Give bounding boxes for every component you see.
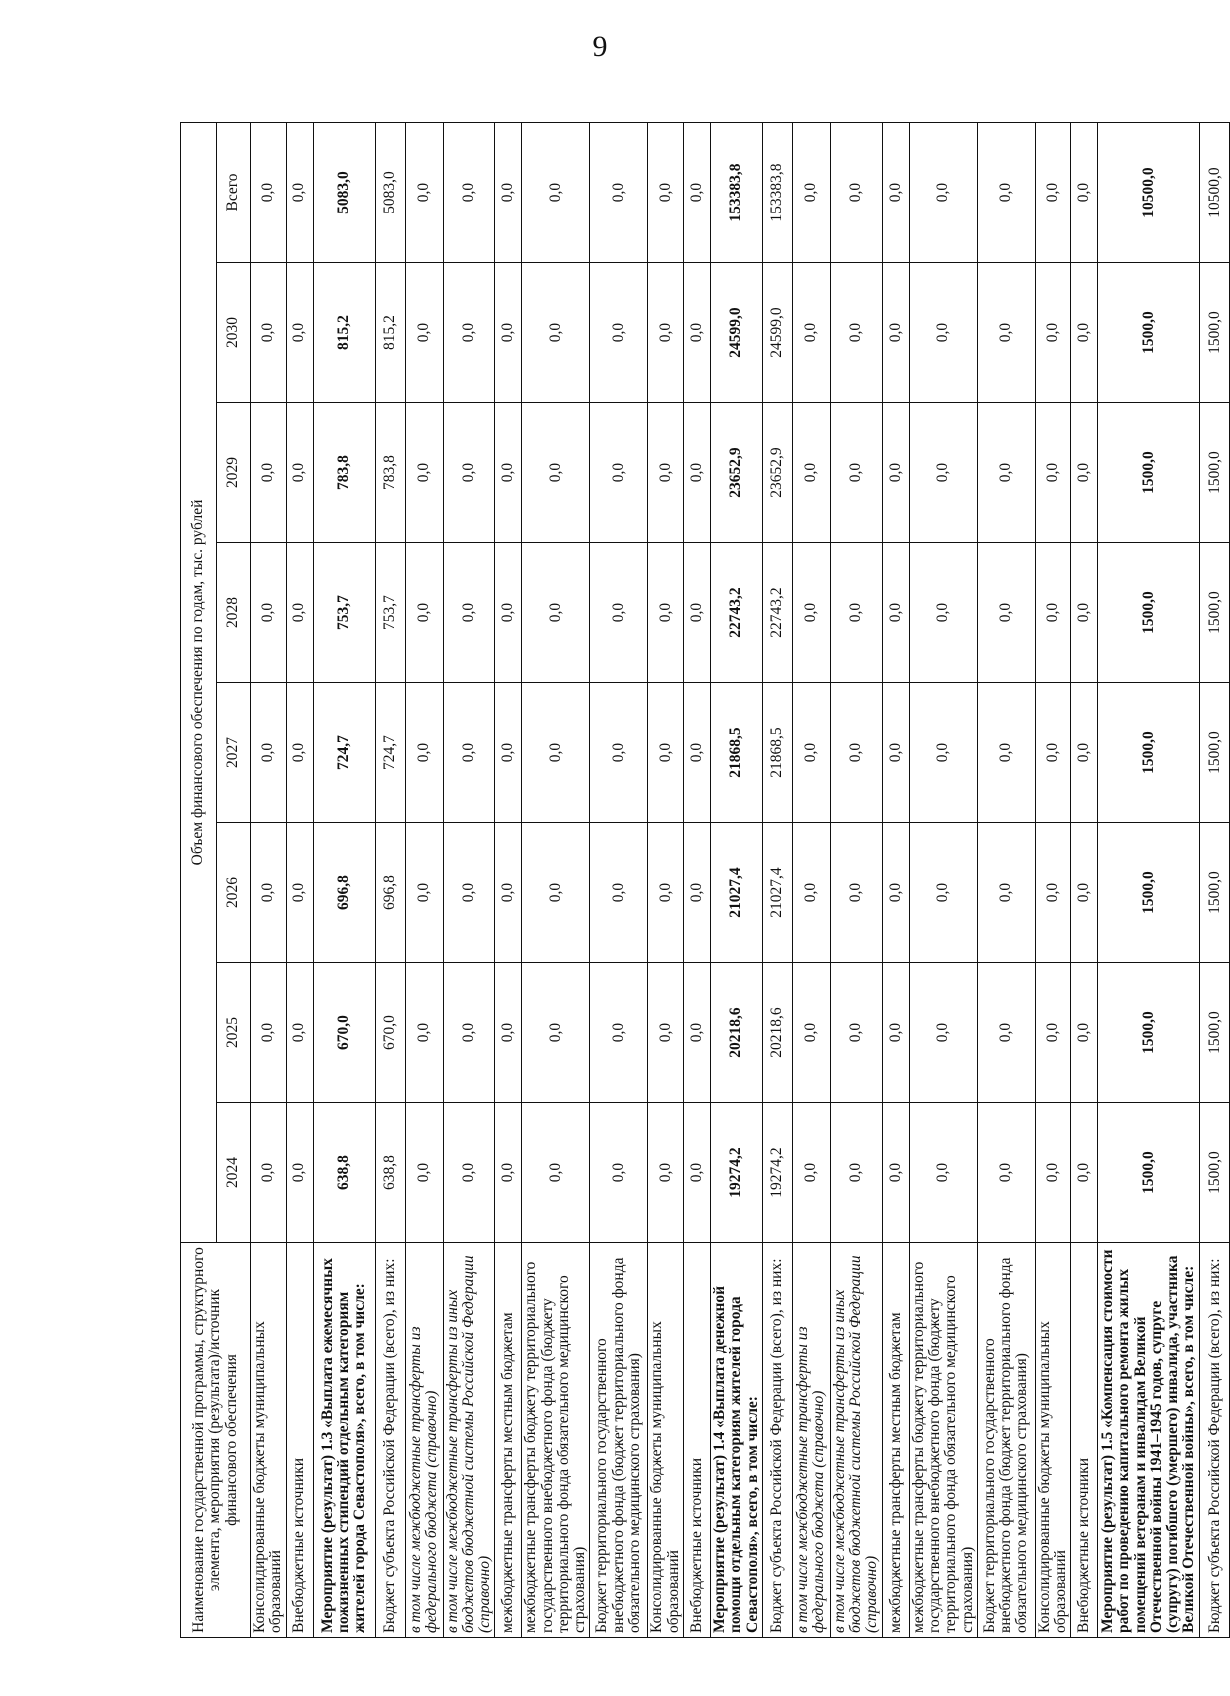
row-year-value: 0,0 <box>286 403 313 543</box>
row-year-value: 0,0 <box>522 823 590 963</box>
row-year-value: 0,0 <box>648 543 684 683</box>
row-total-value: 0,0 <box>590 123 648 263</box>
table-row <box>830 123 882 1638</box>
row-total-value: 10500,0 <box>1098 123 1200 263</box>
row-year-value: 0,0 <box>977 823 1035 963</box>
row-total-value: 0,0 <box>683 123 710 263</box>
row-name-text: межбюджетные трансферты местным бюджетам <box>499 1312 517 1633</box>
row-year-value: 0,0 <box>830 823 882 963</box>
row-total-value: 10500,0 <box>1200 123 1230 263</box>
row-total-value: 0,0 <box>909 123 977 263</box>
row-year-value: 0,0 <box>590 543 648 683</box>
row-name-text: Внебюджетные источники <box>687 1457 705 1633</box>
row-year-value: 0,0 <box>1035 403 1071 543</box>
row-year-value: 0,0 <box>251 683 287 823</box>
row-year-value: 0,0 <box>1035 823 1071 963</box>
row-total-value: 0,0 <box>1071 123 1098 263</box>
row-total-value: 153383,8 <box>710 123 762 263</box>
row-total-value: 0,0 <box>495 123 522 263</box>
row-year-value: 0,0 <box>683 963 710 1103</box>
row-name <box>792 1243 830 1638</box>
row-name <box>1098 1243 1200 1638</box>
row-year-value: 21868,5 <box>710 683 762 823</box>
financing-table-rotated <box>180 123 1223 1638</box>
row-year-value: 0,0 <box>882 823 909 963</box>
row-year-value: 0,0 <box>286 1103 313 1243</box>
row-year-value: 23652,9 <box>710 403 762 543</box>
row-year-value: 23652,9 <box>762 403 792 543</box>
table-row <box>1071 123 1098 1638</box>
row-year-value: 0,0 <box>909 963 977 1103</box>
row-total-value: 0,0 <box>1035 123 1071 263</box>
row-year-value: 0,0 <box>909 543 977 683</box>
row-name <box>683 1243 710 1638</box>
row-year-value: 0,0 <box>882 403 909 543</box>
row-name-text: Мероприятие (результат) 1.4 «Выплата денежной помощи отдельным категориям жителей города Севастополя», всего, в том числе: <box>711 1285 761 1633</box>
row-year-value: 0,0 <box>495 683 522 823</box>
row-year-value: 0,0 <box>405 683 443 823</box>
row-year-value: 1500,0 <box>1200 403 1230 543</box>
table-row <box>977 123 1035 1638</box>
row-year-value: 783,8 <box>313 403 375 543</box>
row-year-value: 0,0 <box>590 403 648 543</box>
header-total: Всего <box>217 123 251 263</box>
row-year-value: 22743,2 <box>710 543 762 683</box>
header-year: 2030 <box>217 263 251 403</box>
row-name-text: Бюджет субъекта Российской Федерации (всего), из них: <box>380 1258 398 1633</box>
row-year-value: 1500,0 <box>1200 263 1230 403</box>
row-year-value: 0,0 <box>286 683 313 823</box>
row-year-value: 0,0 <box>1071 543 1098 683</box>
row-year-value: 0,0 <box>522 683 590 823</box>
row-name <box>882 1243 909 1638</box>
row-year-value: 0,0 <box>522 543 590 683</box>
row-name-text: Внебюджетные источники <box>1075 1457 1093 1633</box>
header-year: 2028 <box>217 543 251 683</box>
row-year-value: 0,0 <box>909 683 977 823</box>
row-year-value: 0,0 <box>830 403 882 543</box>
row-year-value: 638,8 <box>313 1103 375 1243</box>
row-year-value: 815,2 <box>375 263 405 403</box>
row-year-value: 0,0 <box>792 963 830 1103</box>
table-row <box>1200 123 1230 1638</box>
row-total-value: 5083,0 <box>313 123 375 263</box>
row-year-value: 0,0 <box>1071 403 1098 543</box>
row-year-value: 0,0 <box>648 403 684 543</box>
row-year-value: 0,0 <box>443 963 495 1103</box>
row-year-value: 0,0 <box>977 683 1035 823</box>
row-year-value: 696,8 <box>375 823 405 963</box>
row-year-value: 20218,6 <box>762 963 792 1103</box>
row-year-value: 0,0 <box>251 403 287 543</box>
row-year-value: 1500,0 <box>1200 683 1230 823</box>
row-year-value: 0,0 <box>830 683 882 823</box>
row-year-value: 0,0 <box>251 1103 287 1243</box>
row-year-value: 19274,2 <box>762 1103 792 1243</box>
row-year-value: 24599,0 <box>710 263 762 403</box>
row-name-text: Бюджет субъекта Российской Федерации (всего), из них: <box>1205 1258 1223 1633</box>
row-year-value: 0,0 <box>251 823 287 963</box>
row-name-text: в том числе межбюджетные трансферты из иных бюджетов бюджетной системы Российской Федерации (справочно) <box>830 1255 881 1633</box>
row-name-text: в том числе межбюджетные трансферты из иных бюджетов бюджетной системы Российской Федерации (справочно) <box>443 1255 494 1633</box>
row-total-value: 0,0 <box>882 123 909 263</box>
row-year-value: 0,0 <box>882 543 909 683</box>
row-year-value: 0,0 <box>495 963 522 1103</box>
row-year-value: 0,0 <box>683 263 710 403</box>
row-year-value: 0,0 <box>792 263 830 403</box>
row-year-value: 0,0 <box>443 543 495 683</box>
row-name-text: Консолидированные бюджеты муниципальных образований <box>648 1321 682 1633</box>
row-name <box>443 1243 495 1638</box>
row-total-value: 0,0 <box>405 123 443 263</box>
row-year-value: 0,0 <box>648 823 684 963</box>
row-name-text: Бюджет территориального государственного внебюджетного фонда (бюджет территориального фонда обязательного медицинского страхования) <box>980 1257 1031 1633</box>
row-year-value: 0,0 <box>405 1103 443 1243</box>
row-name-text: Бюджет территориального государственного внебюджетного фонда (бюджет территориального фонда обязательного медицинского страхования) <box>593 1257 644 1633</box>
row-year-value: 0,0 <box>495 263 522 403</box>
row-name <box>405 1243 443 1638</box>
row-year-value: 21868,5 <box>762 683 792 823</box>
table-row <box>762 123 792 1638</box>
row-year-value: 0,0 <box>648 683 684 823</box>
row-year-value: 0,0 <box>792 543 830 683</box>
table-row <box>710 123 762 1638</box>
row-year-value: 670,0 <box>313 963 375 1103</box>
row-year-value: 0,0 <box>977 403 1035 543</box>
row-name <box>375 1243 405 1638</box>
row-year-value: 0,0 <box>522 1103 590 1243</box>
row-year-value: 0,0 <box>683 823 710 963</box>
row-year-value: 0,0 <box>792 823 830 963</box>
table-row <box>590 123 648 1638</box>
row-name <box>977 1243 1035 1638</box>
row-year-value: 19274,2 <box>710 1103 762 1243</box>
header-year: 2025 <box>217 963 251 1103</box>
row-year-value: 0,0 <box>977 963 1035 1103</box>
row-year-value: 724,7 <box>313 683 375 823</box>
row-year-value: 0,0 <box>495 823 522 963</box>
row-year-value: 0,0 <box>1035 263 1071 403</box>
row-year-value: 0,0 <box>792 403 830 543</box>
row-year-value: 0,0 <box>1035 683 1071 823</box>
row-year-value: 0,0 <box>977 263 1035 403</box>
table-row <box>405 123 443 1638</box>
row-name-text: Мероприятие (результат) 1.3 «Выплата ежемесячных пожизненных стипендий отдельным категориям жителей города Севастополя», всего, в том числе: <box>318 1258 369 1633</box>
row-year-value: 0,0 <box>977 1103 1035 1243</box>
row-name-text: межбюджетные трансферты бюджету территориального государственного внебюджетного фонда (бюджету территориального фонда обязательного медицинского страхования) <box>522 1261 589 1633</box>
row-year-value: 0,0 <box>1071 683 1098 823</box>
page-number: 9 <box>592 30 608 63</box>
row-year-value: 0,0 <box>683 403 710 543</box>
header-name-col: Наименование государственной программы, структурного элемента, мероприятия (результата)/источник финансового обеспечения <box>181 1243 251 1638</box>
row-year-value: 1500,0 <box>1098 683 1200 823</box>
row-name <box>762 1243 792 1638</box>
row-year-value: 0,0 <box>443 683 495 823</box>
row-name-text: межбюджетные трансферты местным бюджетам <box>886 1312 904 1633</box>
row-year-value: 0,0 <box>792 1103 830 1243</box>
row-year-value: 724,7 <box>375 683 405 823</box>
header-year: 2024 <box>217 1103 251 1243</box>
row-year-value: 783,8 <box>375 403 405 543</box>
row-year-value: 1500,0 <box>1098 963 1200 1103</box>
row-year-value: 0,0 <box>286 543 313 683</box>
row-year-value: 0,0 <box>1035 543 1071 683</box>
table-row <box>522 123 590 1638</box>
row-year-value: 1500,0 <box>1200 823 1230 963</box>
row-name <box>1035 1243 1071 1638</box>
row-year-value: 0,0 <box>909 1103 977 1243</box>
table-row <box>313 123 375 1638</box>
row-name <box>710 1243 762 1638</box>
row-name-text: межбюджетные трансферты бюджету территориального государственного внебюджетного фонда (бюджету территориального фонда обязательного медицинского страхования) <box>909 1261 976 1633</box>
row-year-value: 0,0 <box>590 263 648 403</box>
header-year: 2026 <box>217 823 251 963</box>
row-year-value: 0,0 <box>792 683 830 823</box>
row-name <box>495 1243 522 1638</box>
row-year-value: 0,0 <box>882 1103 909 1243</box>
row-year-value: 0,0 <box>405 543 443 683</box>
row-year-value: 0,0 <box>1035 1103 1071 1243</box>
row-name-text: Консолидированные бюджеты муниципальных образований <box>1035 1321 1070 1633</box>
row-year-value: 0,0 <box>830 543 882 683</box>
row-total-value: 0,0 <box>977 123 1035 263</box>
row-year-value: 0,0 <box>405 403 443 543</box>
row-year-value: 0,0 <box>405 963 443 1103</box>
row-year-value: 638,8 <box>375 1103 405 1243</box>
row-total-value: 0,0 <box>443 123 495 263</box>
row-name <box>909 1243 977 1638</box>
row-year-value: 0,0 <box>909 403 977 543</box>
row-year-value: 0,0 <box>495 1103 522 1243</box>
row-year-value: 0,0 <box>590 683 648 823</box>
row-year-value: 0,0 <box>1071 823 1098 963</box>
table-row <box>882 123 909 1638</box>
row-year-value: 0,0 <box>443 263 495 403</box>
row-year-value: 0,0 <box>590 823 648 963</box>
row-name <box>648 1243 684 1638</box>
table-row <box>443 123 495 1638</box>
row-year-value: 815,2 <box>313 263 375 403</box>
row-year-value: 0,0 <box>683 1103 710 1243</box>
financing-table <box>180 122 1230 1638</box>
table-body <box>251 123 1230 1638</box>
row-year-value: 22743,2 <box>762 543 792 683</box>
row-total-value: 0,0 <box>792 123 830 263</box>
row-year-value: 0,0 <box>251 543 287 683</box>
row-name <box>251 1243 287 1638</box>
row-year-value: 1500,0 <box>1200 543 1230 683</box>
row-total-value: 153383,8 <box>762 123 792 263</box>
header-year: 2029 <box>217 403 251 543</box>
row-year-value: 0,0 <box>495 543 522 683</box>
row-year-value: 0,0 <box>882 963 909 1103</box>
row-total-value: 0,0 <box>648 123 684 263</box>
row-year-value: 0,0 <box>286 963 313 1103</box>
row-year-value: 1500,0 <box>1098 263 1200 403</box>
row-total-value: 0,0 <box>286 123 313 263</box>
table-row <box>792 123 830 1638</box>
row-name <box>286 1243 313 1638</box>
row-year-value: 1500,0 <box>1098 823 1200 963</box>
row-year-value: 0,0 <box>1071 963 1098 1103</box>
row-year-value: 670,0 <box>375 963 405 1103</box>
row-year-value: 0,0 <box>443 1103 495 1243</box>
row-name <box>830 1243 882 1638</box>
row-year-value: 0,0 <box>830 963 882 1103</box>
table-row <box>1098 123 1200 1638</box>
row-year-value: 696,8 <box>313 823 375 963</box>
table-row <box>1035 123 1071 1638</box>
row-total-value: 0,0 <box>251 123 287 263</box>
row-year-value: 0,0 <box>443 403 495 543</box>
row-year-value: 0,0 <box>522 963 590 1103</box>
row-year-value: 0,0 <box>1071 1103 1098 1243</box>
row-year-value: 0,0 <box>648 1103 684 1243</box>
row-year-value: 753,7 <box>375 543 405 683</box>
row-name <box>522 1243 590 1638</box>
table-row <box>375 123 405 1638</box>
row-year-value: 0,0 <box>830 1103 882 1243</box>
row-year-value: 0,0 <box>251 963 287 1103</box>
row-year-value: 0,0 <box>830 263 882 403</box>
row-name-text: Консолидированные бюджеты муниципальных образований <box>251 1321 285 1633</box>
row-year-value: 0,0 <box>251 263 287 403</box>
row-year-value: 0,0 <box>882 263 909 403</box>
header-year: 2027 <box>217 683 251 823</box>
row-year-value: 0,0 <box>683 543 710 683</box>
row-year-value: 0,0 <box>590 1103 648 1243</box>
row-year-value: 1500,0 <box>1200 963 1230 1103</box>
row-year-value: 0,0 <box>286 263 313 403</box>
row-year-value: 0,0 <box>1035 963 1071 1103</box>
row-name <box>1200 1243 1230 1638</box>
row-year-value: 0,0 <box>495 403 522 543</box>
row-year-value: 0,0 <box>590 963 648 1103</box>
row-year-value: 1500,0 <box>1098 403 1200 543</box>
row-year-value: 0,0 <box>882 683 909 823</box>
row-year-value: 1500,0 <box>1200 1103 1230 1243</box>
row-year-value: 0,0 <box>977 543 1035 683</box>
row-year-value: 0,0 <box>522 263 590 403</box>
row-year-value: 24599,0 <box>762 263 792 403</box>
row-name <box>1071 1243 1098 1638</box>
table-row <box>648 123 684 1638</box>
row-year-value: 0,0 <box>648 263 684 403</box>
table-row <box>495 123 522 1638</box>
row-name-text: в том числе межбюджетные трансферты из федерального бюджета (справочно) <box>406 1326 441 1633</box>
row-year-value: 0,0 <box>683 683 710 823</box>
row-name-text: Мероприятие (результат) 1.5 «Компенсация стоимости работ по проведению капитального ремонта жилых помещений ветеранам и инвалидам Великой Отечественной войны 1941–1945 годов, супруге (супругу) погибшего (умершего) инвалида, участника Великой Отечественной войны», всего, в том числе: <box>1099 1249 1198 1633</box>
table-row <box>683 123 710 1638</box>
row-name <box>590 1243 648 1638</box>
row-year-value: 21027,4 <box>710 823 762 963</box>
row-year-value: 0,0 <box>909 823 977 963</box>
row-total-value: 5083,0 <box>375 123 405 263</box>
row-year-value: 0,0 <box>443 823 495 963</box>
row-year-value: 753,7 <box>313 543 375 683</box>
table-row <box>251 123 287 1638</box>
row-year-value: 20218,6 <box>710 963 762 1103</box>
row-year-value: 0,0 <box>405 263 443 403</box>
row-year-value: 0,0 <box>405 823 443 963</box>
row-name-text: Внебюджетные источники <box>290 1457 308 1633</box>
row-year-value: 0,0 <box>909 263 977 403</box>
row-year-value: 0,0 <box>522 403 590 543</box>
row-name-text: в том числе межбюджетные трансферты из федерального бюджета (справочно) <box>794 1326 828 1633</box>
row-year-value: 0,0 <box>286 823 313 963</box>
row-name-text: Бюджет субъекта Российской Федерации (всего), из них: <box>768 1258 786 1633</box>
row-year-value: 21027,4 <box>762 823 792 963</box>
row-year-value: 1500,0 <box>1098 1103 1200 1243</box>
table-row <box>909 123 977 1638</box>
header-volume-group: Объем финансового обеспечения по годам, тыс. рублей <box>181 123 217 1243</box>
table-row <box>286 123 313 1638</box>
row-name <box>313 1243 375 1638</box>
row-year-value: 0,0 <box>648 963 684 1103</box>
row-total-value: 0,0 <box>522 123 590 263</box>
row-year-value: 0,0 <box>1071 263 1098 403</box>
row-year-value: 1500,0 <box>1098 543 1200 683</box>
row-total-value: 0,0 <box>830 123 882 263</box>
